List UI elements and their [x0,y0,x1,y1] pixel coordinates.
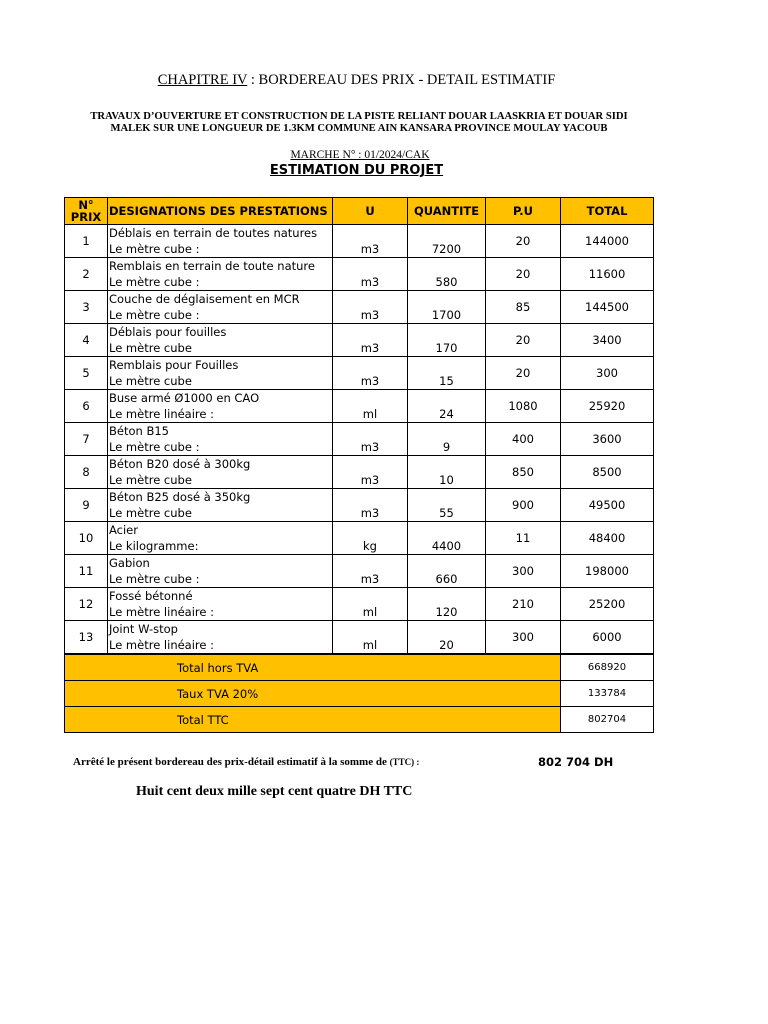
row-number: 9 [65,489,108,522]
header-total: TOTAL [561,198,654,225]
table-row [65,456,654,489]
row-pu: 20 [486,258,561,291]
row-designation-text: Couche de déglaisement en MCR [109,292,300,306]
row-measure-text: Le mètre linéaire : [109,638,215,652]
row-unit-text: ml [362,638,378,652]
row-designation [108,225,333,258]
table-row [65,489,654,522]
total-amount: 802 704 DH [538,755,614,769]
row-quantity [408,588,486,621]
row-designation-text: Buse armé Ø1000 en CAO [109,391,260,405]
row-quantity-text: 580 [435,275,458,289]
row-measure-text: Le mètre cube [109,473,192,487]
totals-label: Taux TVA 20% [65,681,561,707]
row-unit-text: ml [362,407,378,421]
row-unit [333,588,408,621]
row-designation [108,258,333,291]
row-total: 8500 [561,456,654,489]
row-number: 1 [65,225,108,258]
row-measure-text: Le mètre cube : [109,572,200,586]
row-total: 25200 [561,588,654,621]
row-quantity-text: 24 [439,407,454,421]
row-designation [108,555,333,588]
table-row [65,324,654,357]
table-row [65,522,654,555]
row-unit [333,423,408,456]
row-unit-text: m3 [360,440,380,454]
row-unit [333,258,408,291]
arrete-ttc: (TTC) : [389,757,420,767]
row-designation [108,588,333,621]
row-designation-text: Remblais en terrain de toute nature [109,259,315,273]
row-unit [333,621,408,655]
row-quantity-text: 10 [439,473,454,487]
row-unit [333,390,408,423]
row-total: 49500 [561,489,654,522]
row-unit [333,456,408,489]
row-unit [333,324,408,357]
row-quantity [408,225,486,258]
row-quantity [408,522,486,555]
row-pu: 850 [486,456,561,489]
row-pu: 20 [486,324,561,357]
totals-label: Total hors TVA [65,654,561,681]
row-unit-text: kg [363,539,377,553]
totals-label: Total TTC [65,707,561,733]
row-quantity [408,489,486,522]
arrete-statement [73,756,419,768]
totals-value: 668920 [561,654,654,681]
totals-value: 802704 [561,707,654,733]
row-number: 2 [65,258,108,291]
row-designation-text: Fossé bétonné [109,589,193,603]
header-pu: P.U [486,198,561,225]
header-quantity: QUANTITE [408,198,486,225]
row-quantity [408,456,486,489]
row-measure-text: Le mètre cube : [109,275,200,289]
row-pu: 300 [486,621,561,655]
project-subject: TRAVAUX D’OUVERTURE ET CONSTRUCTION DE LA PISTE RELIANT DOUAR LAASKRIA ET DOUAR SIDI MALEK SUR UNE LONGUEUR DE 1.3KM COMMUNE AIN KANSARA PROVINCE MOULAY YACOUB [90,111,628,134]
row-quantity [408,357,486,390]
row-total: 144000 [561,225,654,258]
row-total: 25920 [561,390,654,423]
row-total: 6000 [561,621,654,655]
row-unit-text: m3 [360,572,380,586]
row-unit [333,357,408,390]
row-unit [333,555,408,588]
row-unit-text: m3 [360,473,380,487]
row-unit-text: m3 [360,308,380,322]
totals-row [65,681,654,707]
row-pu: 210 [486,588,561,621]
row-measure-text: Le mètre cube : [109,308,200,322]
row-unit-text: ml [362,605,378,619]
row-designation-text: Déblais pour fouilles [109,325,227,339]
row-total: 144500 [561,291,654,324]
row-quantity-text: 120 [435,605,458,619]
row-unit-text: m3 [360,275,380,289]
row-designation [108,357,333,390]
row-designation-text: Déblais en terrain de toutes natures [109,226,318,240]
row-number: 13 [65,621,108,655]
header-designation: DESIGNATIONS DES PRESTATIONS [108,198,333,225]
row-number: 8 [65,456,108,489]
row-quantity-text: 9 [442,440,451,454]
row-number: 6 [65,390,108,423]
row-unit-text: m3 [360,506,380,520]
row-quantity [408,258,486,291]
row-measure-text: Le kilogramme: [109,539,199,553]
totals-row [65,654,654,681]
table-row [65,258,654,291]
row-unit-text: m3 [360,374,380,388]
row-measure-text: Le mètre cube : [109,242,200,256]
row-designation-text: Joint W-stop [109,622,178,636]
row-total: 198000 [561,555,654,588]
row-measure-text: Le mètre cube : [109,440,200,454]
row-pu: 20 [486,357,561,390]
row-designation [108,423,333,456]
row-designation [108,489,333,522]
totals-value: 133784 [561,681,654,707]
row-total: 3400 [561,324,654,357]
arrete-text: Arrêté le présent bordereau des prix-détail estimatif à la somme de [73,756,390,768]
row-number: 7 [65,423,108,456]
row-unit [333,489,408,522]
row-designation-text: Béton B25 dosé à 350kg [109,490,251,504]
marche-number: MARCHE N° : 01/2024/CAK [290,149,430,161]
row-designation-text: Gabion [109,556,150,570]
row-quantity [408,621,486,655]
row-unit [333,291,408,324]
row-designation-text: Béton B15 [109,424,169,438]
row-designation-text: Remblais pour Fouilles [109,358,239,372]
row-quantity-text: 55 [439,506,454,520]
row-quantity-text: 170 [435,341,458,355]
row-total: 11600 [561,258,654,291]
table-row [65,621,654,655]
totals-row [65,707,654,733]
row-quantity [408,291,486,324]
row-pu: 400 [486,423,561,456]
row-pu: 20 [486,225,561,258]
row-designation [108,621,333,655]
row-designation-text: Béton B20 dosé à 300kg [109,457,251,471]
row-designation [108,324,333,357]
row-quantity-text: 4400 [431,539,462,553]
row-number: 12 [65,588,108,621]
row-pu: 1080 [486,390,561,423]
row-quantity-text: 15 [439,374,454,388]
row-quantity-text: 1700 [431,308,462,322]
table-row [65,357,654,390]
row-quantity [408,555,486,588]
chapter-number: CHAPITRE IV [157,72,248,88]
row-number: 10 [65,522,108,555]
chapter-title [0,72,713,89]
row-number: 5 [65,357,108,390]
row-pu: 11 [486,522,561,555]
table-row [65,555,654,588]
row-number: 11 [65,555,108,588]
row-quantity [408,324,486,357]
row-designation [108,456,333,489]
row-quantity-text: 660 [435,572,458,586]
row-quantity-text: 7200 [431,242,462,256]
table-row [65,225,654,258]
table-header-row [65,198,654,225]
header-unit: U [333,198,408,225]
row-measure-text: Le mètre linéaire : [109,407,215,421]
row-quantity [408,423,486,456]
price-table [64,197,654,733]
row-total: 48400 [561,522,654,555]
row-number: 4 [65,324,108,357]
row-pu: 900 [486,489,561,522]
row-measure-text: Le mètre linéaire : [109,605,215,619]
table-row [65,390,654,423]
row-total: 300 [561,357,654,390]
chapter-heading: : BORDEREAU DES PRIX - DETAIL ESTIMATIF [247,72,556,88]
table-row [65,423,654,456]
row-designation [108,522,333,555]
row-measure-text: Le mètre cube [109,374,192,388]
row-pu: 300 [486,555,561,588]
row-designation [108,390,333,423]
estimation-title: ESTIMATION DU PROJET [269,163,444,178]
row-unit [333,522,408,555]
row-unit-text: m3 [360,242,380,256]
row-quantity-text: 20 [439,638,454,652]
table-row [65,291,654,324]
row-unit-text: m3 [360,341,380,355]
row-unit [333,225,408,258]
header-num: N° PRIX [65,198,108,225]
row-measure-text: Le mètre cube [109,506,192,520]
amount-in-words: Huit cent deux mille sept cent quatre DH TTC [136,784,413,799]
row-quantity [408,390,486,423]
row-designation-text: Acier [109,523,138,537]
row-total: 3600 [561,423,654,456]
row-designation [108,291,333,324]
row-number: 3 [65,291,108,324]
table-row [65,588,654,621]
row-measure-text: Le mètre cube [109,341,192,355]
row-pu: 85 [486,291,561,324]
